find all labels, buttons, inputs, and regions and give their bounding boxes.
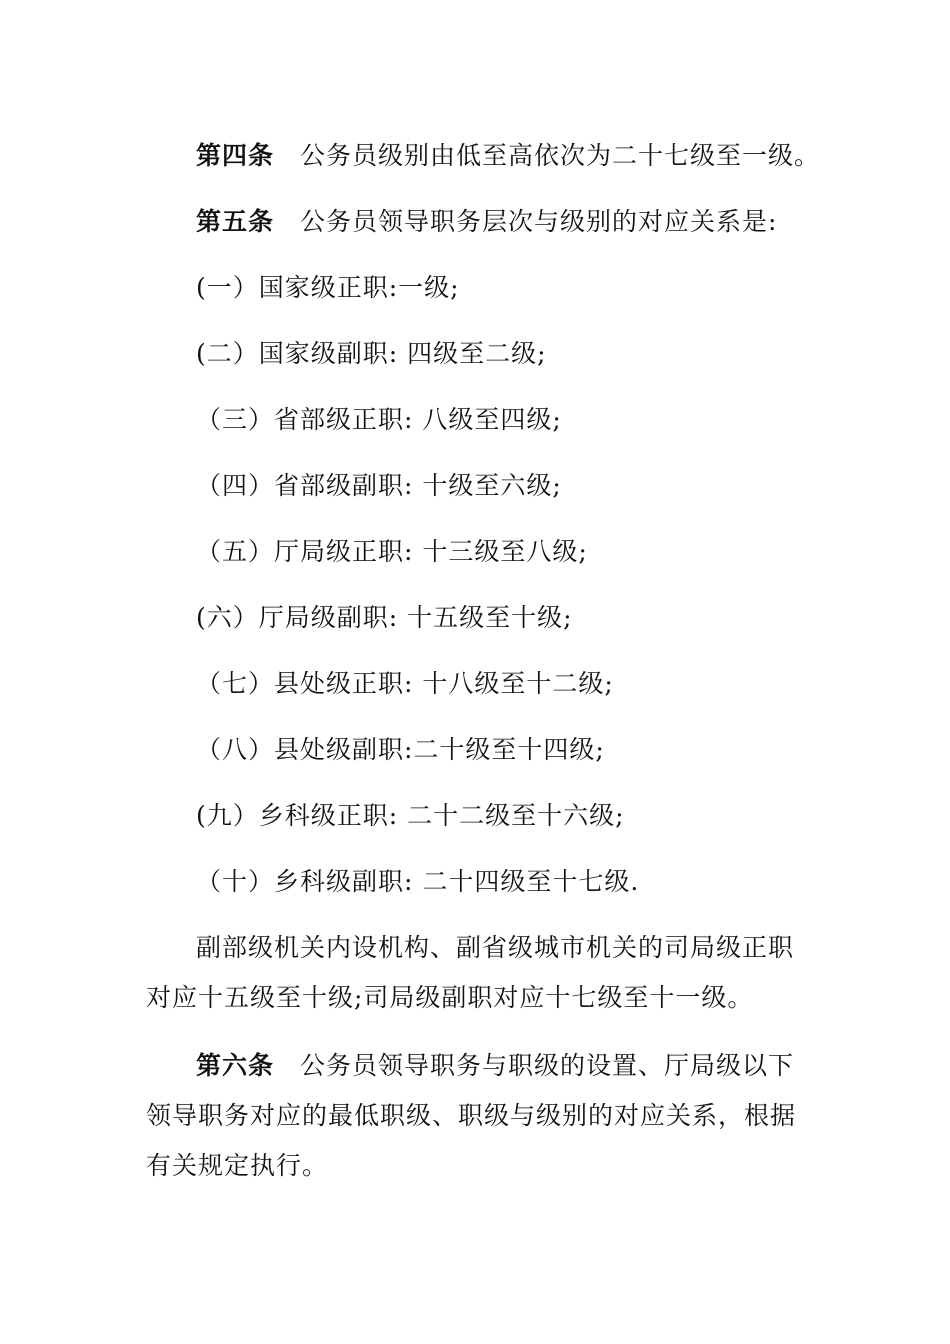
list-item: (一）国家级正职:一级; [196, 273, 460, 302]
article-5 [196, 207, 777, 237]
list-item: (六）厅局级副职: 十五级至十级; [196, 603, 573, 632]
article-4-text: 公务员级别由低至高依次为二十七级至一级。 [300, 141, 821, 170]
article-4-title: 第四条 [196, 141, 275, 170]
article-4 [196, 141, 820, 171]
list-item: （五）厅局级正职: 十三级至八级; [196, 537, 588, 566]
list-item: (九）乡科级正职: 二十二级至十六级; [196, 801, 625, 830]
list-item: （八）县处级副职:二十级至十四级; [196, 735, 605, 764]
list-item: （七）县处级正职: 十八级至十二级; [196, 669, 614, 698]
article-6-title: 第六条 [196, 1051, 275, 1080]
list-item: (二）国家级副职: 四级至二级; [196, 339, 547, 368]
list-item: （十）乡科级副职: 二十四级至十七级. [196, 867, 640, 896]
note-paragraph: 副部级机关内设机构、副省级城市机关的司局级正职对应十五级至十级;司局级副职对应十七级至十一级。 [146, 933, 795, 1012]
list-item: （四）省部级副职: 十级至六级; [196, 471, 562, 500]
article-5-title: 第五条 [196, 207, 275, 236]
list-item: （三）省部级正职: 八级至四级; [196, 405, 562, 434]
article-5-text: 公务员领导职务层次与级别的对应关系是: [300, 207, 778, 236]
article-6 [146, 1041, 806, 1191]
article-6-text: 公务员领导职务与职级的设置、厅局级以下领导职务对应的最低职级、职级与级别的对应关系，根据有关规定执行。 [146, 1051, 797, 1180]
